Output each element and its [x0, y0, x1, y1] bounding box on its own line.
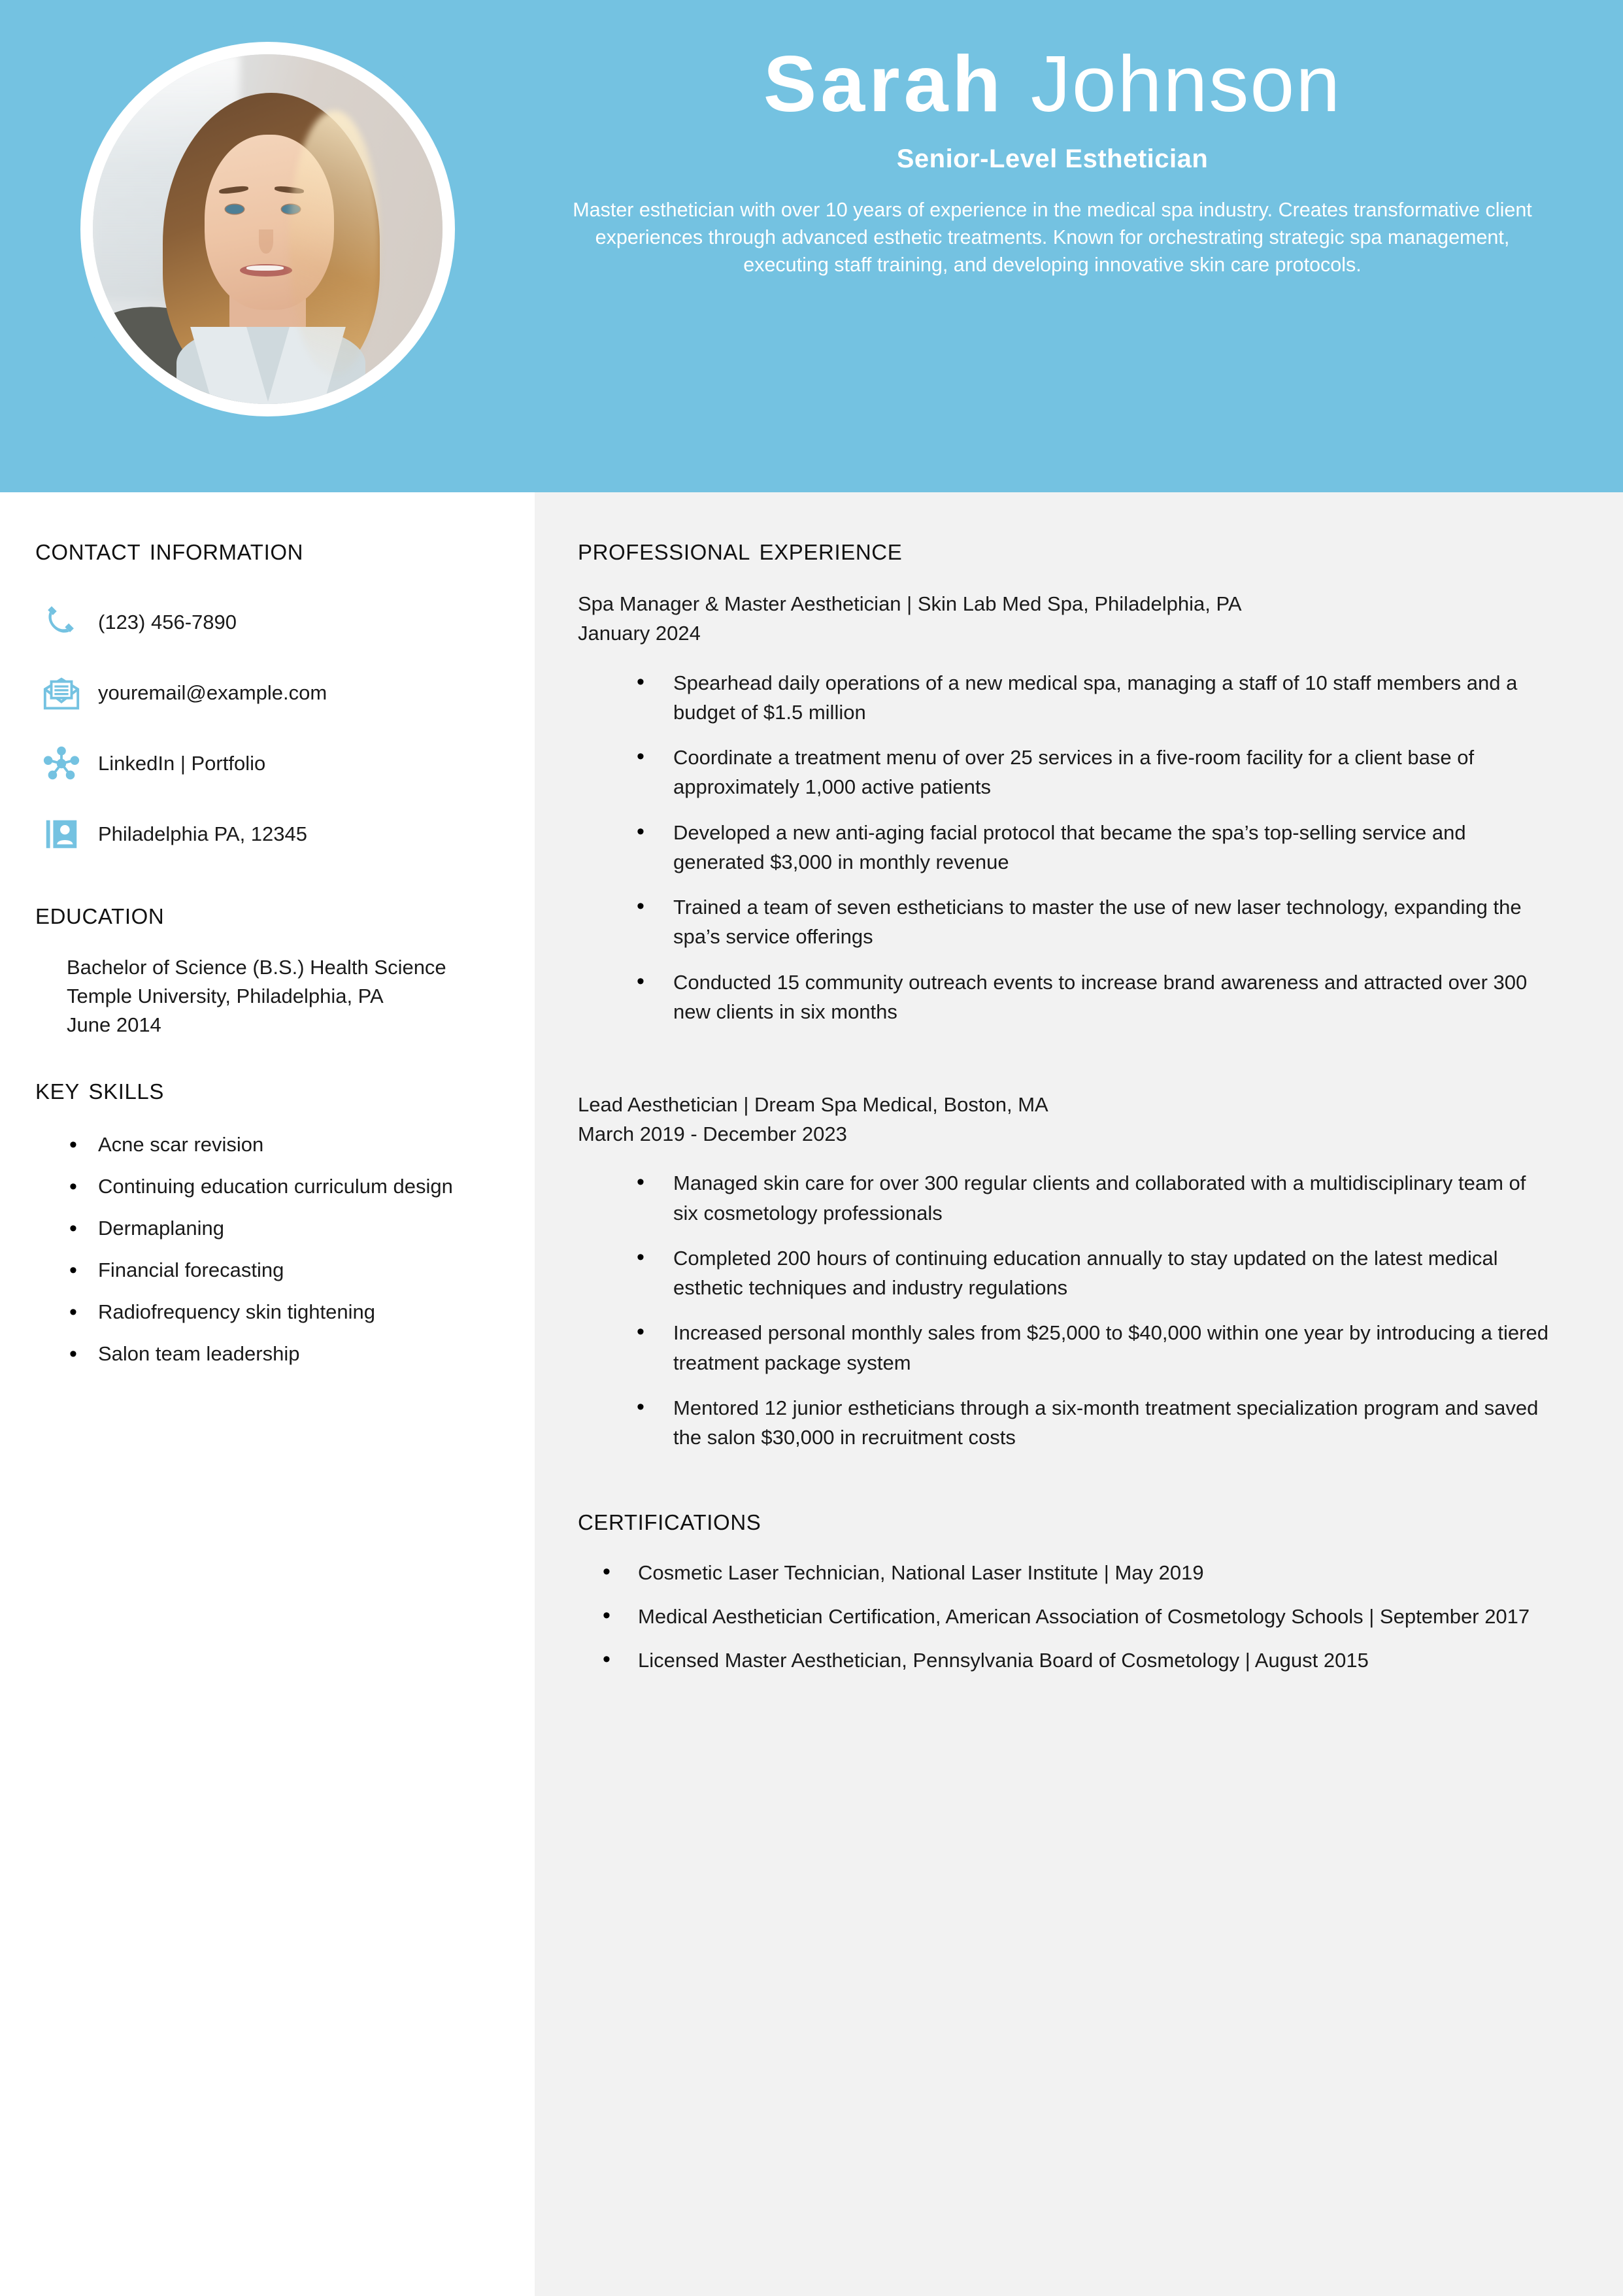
skill-item: • Radiofrequency skin tightening — [67, 1298, 501, 1326]
contact-list — [35, 592, 501, 864]
section-title-experience: professional experience — [578, 532, 903, 566]
experience-bullet: • Mentored 12 junior estheticians through a six-month treatment specialization program and saved the salon $30,000 in recruitment costs — [633, 1393, 1555, 1453]
skill-item: • Dermaplaning — [67, 1214, 501, 1243]
contact-item-email[interactable] — [35, 663, 501, 723]
experience-bullet: • Conducted 15 community outreach events to increase brand awareness and attracted over 300 new clients in six months — [633, 968, 1555, 1027]
education-entry — [35, 953, 501, 1039]
experience-bullet-list — [578, 1168, 1555, 1452]
spacer-education-skills — [35, 1039, 501, 1072]
profile-photo — [93, 54, 443, 404]
section-title-skills: key skills — [35, 1070, 164, 1106]
photo-eye-left — [226, 205, 244, 214]
skill-item: • Salon team leadership — [67, 1340, 501, 1368]
skill-item: • Continuing education curriculum design — [67, 1172, 501, 1201]
contact-phone-text: (123) 456-7890 — [98, 611, 237, 634]
profile-photo-ring — [80, 42, 455, 416]
spacer-between-jobs — [578, 1042, 1555, 1066]
certification-item: • Cosmetic Laser Technician, National Laser Institute | May 2019 — [600, 1558, 1555, 1587]
candidate-job-title: Senior-Level Esthetician — [896, 144, 1209, 173]
experience-bullet: • Trained a team of seven estheticians to master the use of new laser technology, expanding the spa’s service offerings — [633, 892, 1555, 952]
experience-bullet: • Coordinate a treatment menu of over 25 services in a five-room facility for a client base of approximately 1,000 active patients — [633, 743, 1555, 802]
photo-nose — [259, 229, 273, 254]
skill-item: • Acne scar revision — [67, 1130, 501, 1159]
address-card-icon — [35, 814, 88, 854]
contact-item-phone[interactable] — [35, 592, 501, 652]
experience-role-company: Spa Manager & Master Aesthetician | Skin Lab Med Spa, Philadelphia, PA — [578, 592, 1242, 616]
professional-summary: Master esthetician with over 10 years of experience in the medical spa industry. Creates transformative client experiences through advanced esthetic treatments. Known for orchestrating strategic spa management, executing staff training, and developing innovative skin care protocols. — [573, 198, 1532, 276]
certifications-list — [578, 1558, 1555, 1676]
experience-dates: March 2019 - December 2023 — [578, 1122, 847, 1145]
phone-icon — [35, 602, 88, 643]
right-column — [535, 492, 1623, 1689]
left-column — [0, 492, 535, 1381]
profile-photo-frame — [63, 25, 472, 433]
experience-bullet: • Developed a new anti-aging facial protocol that became the spa’s top-selling service and generated $3,000 in monthly revenue — [633, 818, 1555, 877]
header-text-block — [523, 39, 1582, 279]
experience-header — [578, 590, 1555, 648]
candidate-name — [523, 39, 1582, 129]
experience-bullet-list — [578, 668, 1555, 1027]
experience-bullet: • Spearhead daily operations of a new medical spa, managing a staff of 10 staff members and a budget of $1.5 million — [633, 668, 1555, 728]
experience-role-company: Lead Aesthetician | Dream Spa Medical, Boston, MA — [578, 1093, 1048, 1117]
photo-hair-highlight — [289, 110, 380, 377]
spacer-experience-certifications — [578, 1468, 1555, 1503]
candidate-first-name: Sarah — [763, 39, 1031, 128]
experience-entry — [578, 1090, 1555, 1452]
contact-item-social[interactable] — [35, 734, 501, 794]
education-school: Temple University, Philadelphia, PA — [67, 984, 384, 1007]
candidate-last-name: Johnson — [1030, 39, 1342, 128]
experience-bullet: • Increased personal monthly sales from $25,000 to $40,000 within one year by introducing a tiered treatment package system — [633, 1318, 1555, 1377]
skills-list — [35, 1130, 501, 1368]
education-date: June 2014 — [67, 1013, 161, 1036]
spacer-contact-education — [35, 875, 501, 897]
experience-dates: January 2024 — [578, 621, 701, 645]
contact-email-text: youremail@example.com — [98, 681, 327, 705]
skill-item: • Financial forecasting — [67, 1256, 501, 1285]
header-banner — [0, 0, 1623, 492]
section-title-contact: contact information — [35, 532, 304, 566]
education-degree: Bachelor of Science (B.S.) Health Science — [67, 955, 446, 979]
experience-bullet: • Completed 200 hours of continuing education annually to stay updated on the latest medical esthetic techniques and industry regulations — [633, 1243, 1555, 1303]
experience-entry — [578, 590, 1555, 1026]
experience-bullet: • Managed skin care for over 300 regular clients and collaborated with a multidisciplinary team of six cosmetology professionals — [633, 1168, 1555, 1228]
certification-item: • Medical Aesthetician Certification, American Association of Cosmetology Schools | September 2017 — [600, 1602, 1555, 1631]
contact-social-text: LinkedIn | Portfolio — [98, 752, 266, 775]
email-icon — [35, 673, 88, 713]
section-title-education: education — [35, 896, 165, 931]
section-title-certifications: certifications — [578, 1502, 761, 1537]
certification-item: • Licensed Master Aesthetician, Pennsylvania Board of Cosmetology | August 2015 — [600, 1646, 1555, 1675]
photo-teeth — [246, 265, 283, 271]
contact-address-text: Philadelphia PA, 12345 — [98, 822, 308, 846]
contact-item-address[interactable] — [35, 804, 501, 864]
experience-header — [578, 1090, 1555, 1149]
social-network-icon — [35, 743, 88, 784]
